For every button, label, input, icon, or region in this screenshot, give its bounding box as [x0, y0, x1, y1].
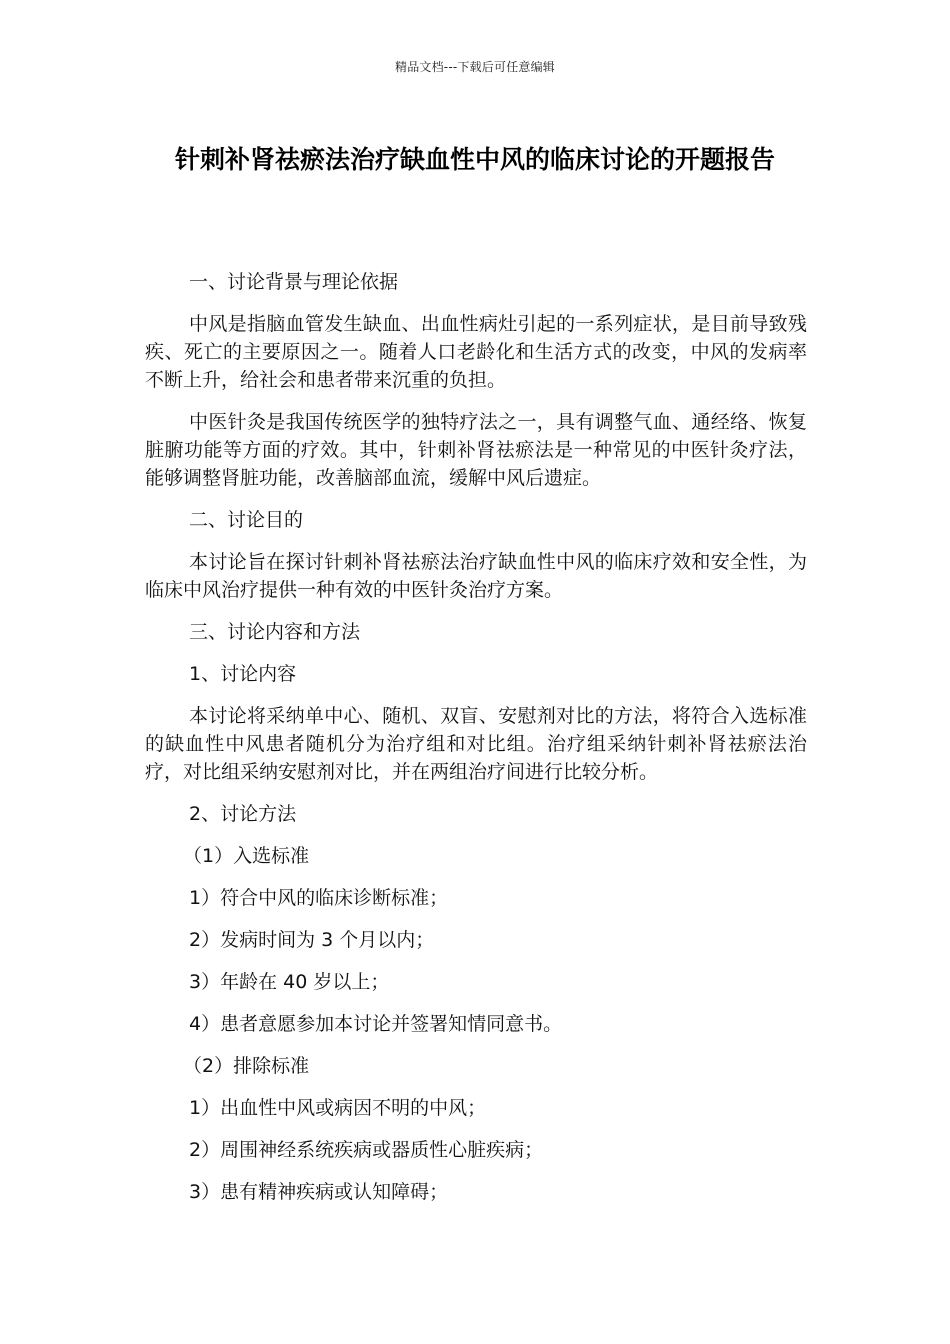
paragraph-acupuncture-intro: 中医针灸是我国传统医学的独特疗法之一，具有调整气血、通经络、恢复脏腑功能等方面的疗效。其中，针刺补肾祛瘀法是一种常见的中医针灸疗法，能够调整肾脏功能，改善脑部血流，缓解中风后遗症。	[145, 411, 807, 489]
exclusion-item: 1）出血性中风或病因不明的中风；	[189, 1097, 487, 1119]
exclusion-item: 3）患有精神疾病或认知障碍；	[189, 1181, 449, 1203]
inclusion-item: 1）符合中风的临床诊断标准；	[189, 887, 449, 909]
subsection-heading-content: 1、讨论内容	[189, 663, 297, 685]
inclusion-item: 4）患者意愿参加本讨论并签署知情同意书。	[189, 1013, 563, 1035]
inclusion-item: 3）年龄在 40 岁以上；	[189, 971, 390, 993]
document-title: 针刺补肾祛瘀法治疗缺血性中风的临床讨论的开题报告	[174, 145, 775, 174]
document-body	[145, 268, 807, 1220]
subsection-heading-method: 2、讨论方法	[189, 803, 297, 825]
inclusion-criteria-heading: （1）入选标准	[183, 845, 310, 867]
paragraph-stroke-intro: 中风是指脑血管发生缺血、出血性病灶引起的一系列症状，是目前导致残疾、死亡的主要原因之一。随着人口老龄化和生活方式的改变，中风的发病率不断上升，给社会和患者带来沉重的负担。	[145, 313, 807, 391]
exclusion-item: 2）周围神经系统疾病或器质性心脏疾病；	[189, 1139, 544, 1161]
header-note: 精品文档---下载后可任意编辑	[395, 60, 555, 74]
section-heading-purpose: 二、讨论目的	[189, 509, 304, 531]
exclusion-criteria-heading: （2）排除标准	[183, 1055, 310, 1077]
section-heading-background: 一、讨论背景与理论依据	[189, 271, 399, 293]
inclusion-item: 2）发病时间为 3 个月以内；	[189, 929, 435, 951]
paragraph-purpose: 本讨论旨在探讨针刺补肾祛瘀法治疗缺血性中风的临床疗效和安全性，为临床中风治疗提供一种有效的中医针灸治疗方案。	[145, 551, 807, 601]
paragraph-content: 本讨论将采纳单中心、随机、双盲、安慰剂对比的方法，将符合入选标准的缺血性中风患者随机分为治疗组和对比组。治疗组采纳针刺补肾祛瘀法治疗，对比组采纳安慰剂对比，并在两组治疗间进行比较分析。	[145, 705, 807, 783]
section-heading-content-method: 三、讨论内容和方法	[189, 621, 361, 643]
